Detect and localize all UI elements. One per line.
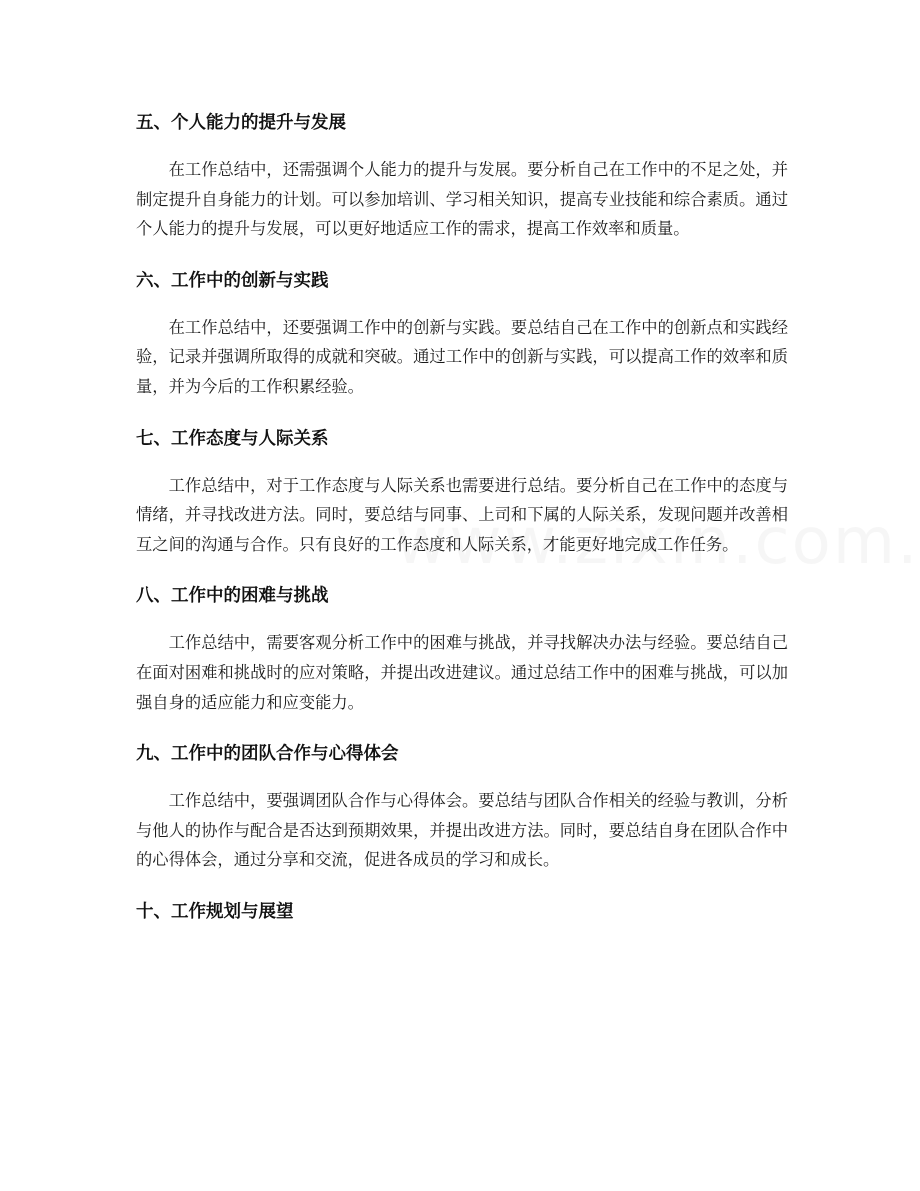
section-10	[136, 893, 788, 931]
section-heading: 八、工作中的困难与挑战	[136, 586, 329, 607]
section-heading: 七、工作态度与人际关系	[136, 428, 329, 449]
section-5	[136, 104, 788, 244]
section-6	[136, 262, 788, 402]
section-8	[136, 577, 788, 717]
section-paragraph: 工作总结中，要强调团队合作与心得体会。要总结与团队合作相关的经验与教训，分析与他人的协作与配合是否达到预期效果，并提出改进方法。同时，要总结自身在团队合作中的心得体会，通过分享和交流，促进各成员的学习和成长。	[136, 791, 788, 870]
section-paragraph: 在工作总结中，还要强调工作中的创新与实践。要总结自己在工作中的创新点和实践经验，记录并强调所取得的成就和突破。通过工作中的创新与实践，可以提高工作的效率和质量，并为今后的工作积累经验。	[136, 317, 788, 396]
section-heading: 五、个人能力的提升与发展	[136, 113, 346, 133]
section-paragraph: 工作总结中，需要客观分析工作中的困难与挑战，并寻找解决办法与经验。要总结自己在面对困难和挑战时的应对策略，并提出改进建议。通过总结工作中的困难与挑战，可以加强自身的适应能力和应变能力。	[136, 633, 788, 712]
section-7	[136, 420, 788, 560]
section-paragraph: 工作总结中，对于工作态度与人际关系也需要进行总结。要分析自己在工作中的态度与情绪，并寻找改进方法。同时，要总结与同事、上司和下属的人际关系，发现问题并改善相互之间的沟通与合作。只有良好的工作态度和人际关系，才能更好地完成工作任务。	[136, 475, 788, 554]
section-9	[136, 735, 788, 875]
document-body	[136, 104, 788, 944]
section-heading: 九、工作中的团队合作与心得体会	[136, 744, 399, 765]
section-heading: 六、工作中的创新与实践	[136, 270, 329, 291]
section-heading: 十、工作规划与展望	[136, 901, 294, 922]
section-paragraph: 在工作总结中，还需强调个人能力的提升与发展。要分析自己在工作中的不足之处，并制定提升自身能力的计划。可以参加培训、学习相关知识，提高专业技能和综合素质。通过个人能力的提升与发展，可以更好地适应工作的需求，提高工作效率和质量。	[136, 160, 788, 239]
